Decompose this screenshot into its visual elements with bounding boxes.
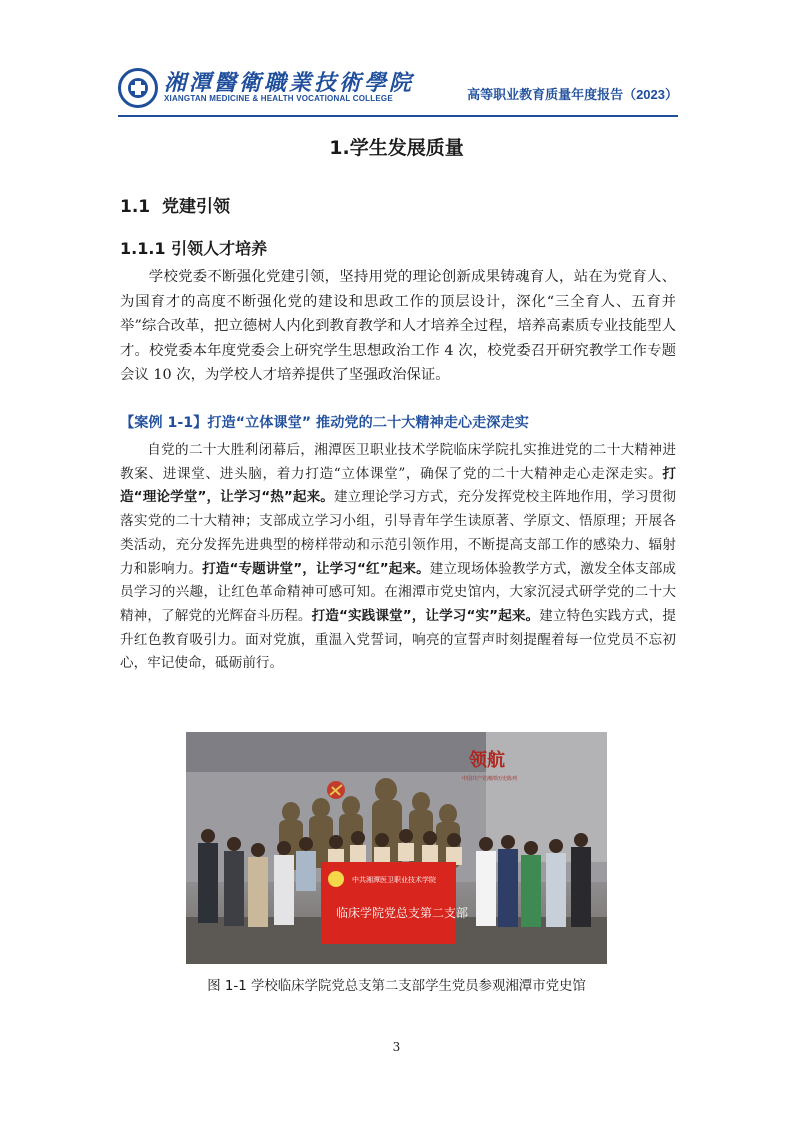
- case-segment: 建立理论学习方式，充分发挥党校主阵地作用，学习贯彻落实党的二十大精神；支部成立学习小组，引导青年学生读原著、学原文、悟原理；开展各类活动，充分发挥先进典型的榜样带动和示范引领作用，不断提高支部工作的感染力、辐射力和影响力。: [120, 489, 676, 577]
- subsection-title: 引领人才培养: [171, 239, 268, 258]
- subsection-number: 1.1.1: [120, 239, 166, 258]
- school-logo-icon: [118, 68, 158, 108]
- section-number: 1.1: [120, 197, 151, 217]
- party-emblem-icon: [327, 781, 345, 799]
- case-emphasis: 打造“实践课堂”，让学习“实”起来。: [311, 607, 540, 624]
- case-body: [120, 439, 676, 676]
- party-banner: [321, 862, 468, 944]
- case-segment: 自党的二十大胜利闭幕后，湘潭医卫职业技术学院临床学院扎实推进党的二十大精神进教案、进课堂、进头脑，着力打造“立体课堂”，确保了党的二十大精神走心走深走实。: [120, 442, 676, 482]
- body-paragraph: 学校党委不断强化党建引领，坚持用党的理论创新成果铸魂育人，站在为党育人、为国育才的高度不断强化党的建设和思政工作的顶层设计，深化“三全育人、五育并举”综合改革，把立德树人内化到教育教学和人才培养全过程，培养高素质专业技能型人才。校党委本年度党委会上研究学生思想政治工作 4 次，校党委召开研究教学工作专题会议 10 次，为学校人才培养提供了坚强政治保证。: [120, 269, 676, 383]
- school-name-cn: 湘潭醫衛職業技術學院: [164, 70, 415, 96]
- subsection-heading: [120, 236, 267, 259]
- section-heading: [120, 192, 230, 217]
- page-number: 3: [392, 1040, 401, 1054]
- header-divider: [118, 115, 678, 117]
- wall-title: 领航: [469, 750, 505, 771]
- wall-subtitle: 中国共产党湘潭历史陈列: [462, 776, 518, 782]
- report-title: 高等职业教育质量年度报告（2023）: [467, 87, 678, 102]
- page-header: [118, 64, 678, 114]
- case-segment: 建立现场体验教学方式，激发全体支部成员学习的兴趣，让红色革命精神可感可知。在湘潭市党史馆内，大家沉浸式研学党的二十大精神，了解党的光辉奋斗历程。: [120, 560, 676, 624]
- case-label: 【案例 1-1】: [120, 415, 208, 431]
- group-photo: [186, 732, 607, 964]
- case-emphasis: 打造“理论学堂”，让学习“热”起来。: [120, 465, 676, 506]
- school-name-en: XIANGTAN MEDICINE & HEALTH VOCATIONAL COLLEGE: [164, 94, 393, 103]
- banner-line2: 临床学院党总支第二支部: [336, 906, 469, 920]
- chapter-title: 1.学生发展质量: [329, 137, 464, 159]
- case-title: [120, 412, 529, 432]
- section-title: 党建引领: [161, 197, 230, 217]
- case-emphasis: 打造“专题讲堂”，让学习“红”起来。: [202, 560, 430, 577]
- case-segment: 建立特色实践方式，提升红色教育吸引力。面对党旗，重温入党誓词，响亮的宣誓声时刻提醒着每一位党员不忘初心，牢记使命，砥砺前行。: [120, 607, 676, 672]
- banner-line1: 中共湘潭医卫职业技术学院: [352, 876, 436, 884]
- case-heading: 打造“立体课堂” 推动党的二十大精神走心走深走实: [207, 415, 529, 431]
- figure-caption: 图 1-1 学校临床学院党总支第二支部学生党员参观湘潭市党史馆: [207, 979, 586, 994]
